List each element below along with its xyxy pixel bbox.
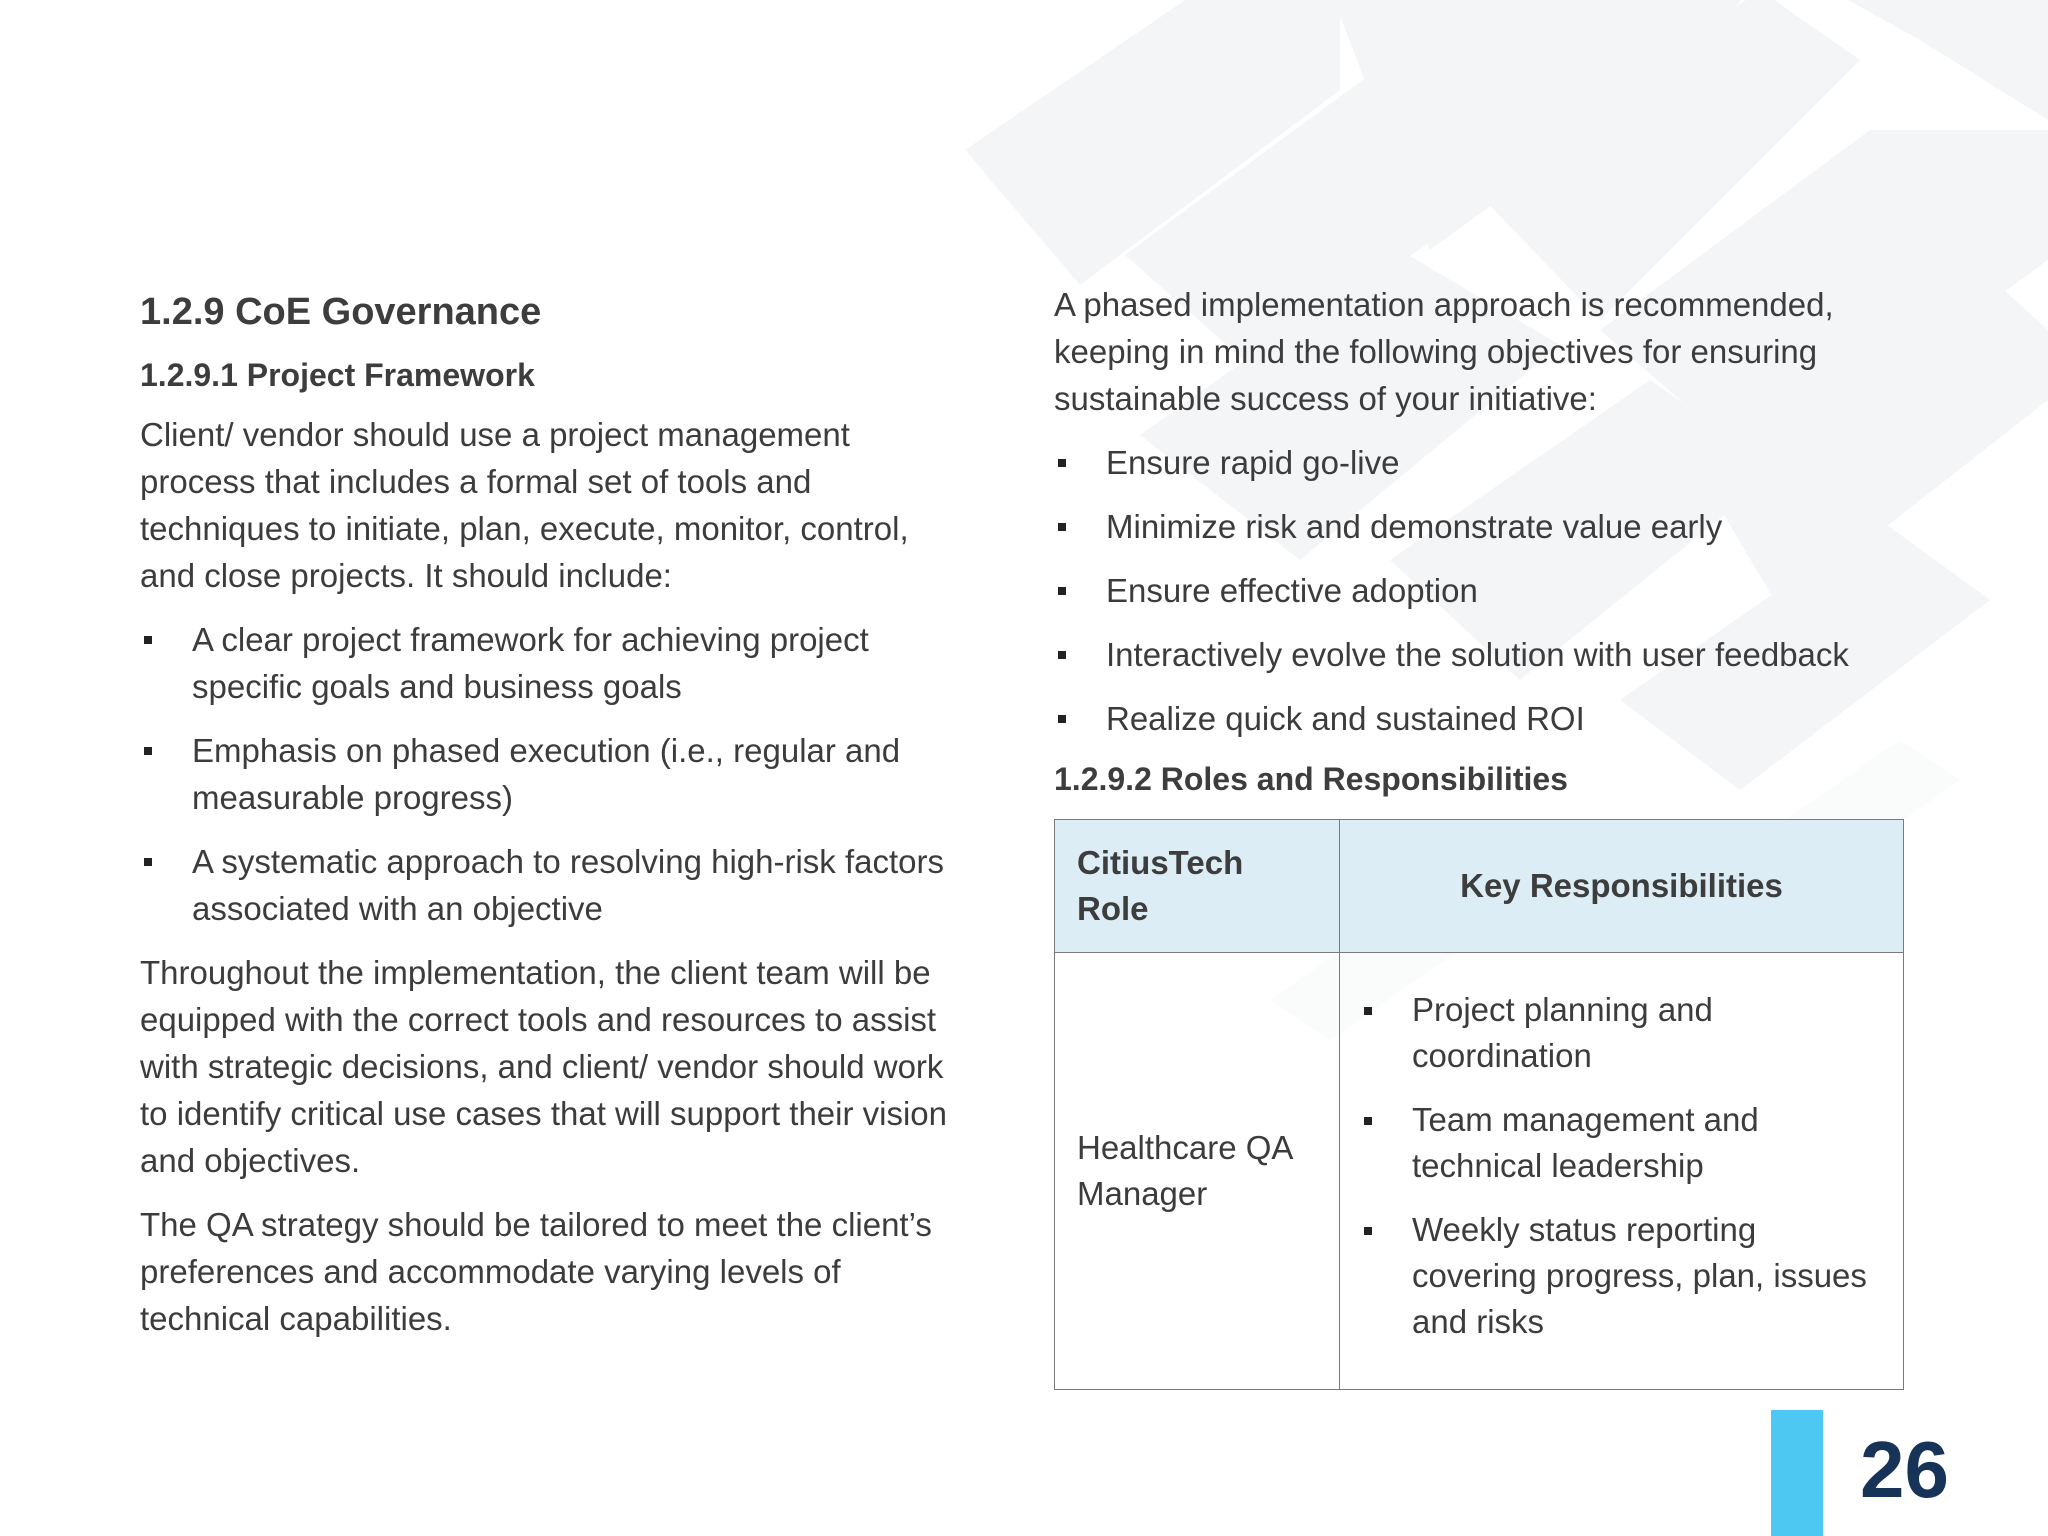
- square-bullet-icon: [1364, 1227, 1372, 1235]
- subsection-title-project-framework: 1.2.9.1 Project Framework: [140, 357, 535, 394]
- square-bullet-icon: [1058, 587, 1066, 595]
- list-item: [1054, 695, 1910, 742]
- list-item: [1054, 439, 1910, 486]
- subsection-title-roles: 1.2.9.2 Roles and Responsibilities: [1054, 761, 1568, 797]
- table-cell-role: Healthcare QA Manager: [1055, 952, 1340, 1389]
- implementation-paragraph: Throughout the implementation, the client team will be equipped with the correct tools and resources to assist with strategic decisions, and client/ vendor should work to identify critical use cases that will support their vision and objectives.: [140, 953, 948, 1179]
- list-item-text: Minimize risk and demonstrate value early: [1106, 508, 1723, 545]
- section-title: 1.2.9 CoE Governance: [140, 291, 542, 333]
- list-item-text: Realize quick and sustained ROI: [1106, 700, 1585, 737]
- list-item-text: Emphasis on phased execution (i.e., regular and measurable progress): [192, 731, 901, 816]
- phased-approach-paragraph: A phased implementation approach is recommended, keeping in mind the following objectives for ensuring sustainable success of your initiative:: [1054, 286, 1834, 417]
- square-bullet-icon: [144, 747, 152, 755]
- intro-paragraph: Client/ vendor should use a project management process that includes a formal set of tools and techniques to initiate, plan, execute, monitor, control, and close projects. It should include:: [140, 415, 909, 594]
- framework-bullet-list: [140, 616, 970, 932]
- right-column: [1054, 288, 1910, 1390]
- list-item-text: Team management and technical leadership: [1412, 1100, 1759, 1184]
- square-bullet-icon: [144, 636, 152, 644]
- list-item-text: A clear project framework for achieving project specific goals and business goals: [192, 620, 869, 705]
- table-header-row: [1055, 819, 1904, 952]
- square-bullet-icon: [1058, 651, 1066, 659]
- square-bullet-icon: [144, 858, 152, 866]
- square-bullet-icon: [1364, 1117, 1372, 1125]
- list-item: [1054, 567, 1910, 614]
- list-item: [1360, 1097, 1883, 1189]
- list-item: [140, 616, 970, 710]
- list-item-text: Project planning and coordination: [1412, 990, 1713, 1074]
- list-item: [1360, 1207, 1883, 1345]
- list-item-text: Interactively evolve the solution with user feedback: [1106, 636, 1849, 673]
- table-cell-responsibilities: [1340, 952, 1904, 1389]
- list-item: [1360, 987, 1883, 1079]
- list-item-text: Weekly status reporting covering progress, plan, issues and risks: [1412, 1210, 1867, 1340]
- table-row: [1055, 952, 1904, 1389]
- qa-strategy-paragraph: The QA strategy should be tailored to meet the client’s preferences and accommodate varying levels of technical capabilities.: [140, 1205, 932, 1337]
- square-bullet-icon: [1058, 715, 1066, 723]
- square-bullet-icon: [1364, 1007, 1372, 1015]
- square-bullet-icon: [1058, 459, 1066, 467]
- list-item: [140, 727, 970, 821]
- responsibility-list: [1360, 987, 1883, 1345]
- page-accent-bar: [1771, 1410, 1823, 1536]
- list-item-text: Ensure rapid go-live: [1106, 444, 1400, 481]
- left-column: [140, 288, 970, 1359]
- list-item: [1054, 503, 1910, 550]
- table-header-responsibilities: Key Responsibilities: [1340, 819, 1904, 952]
- list-item-text: Ensure effective adoption: [1106, 572, 1478, 609]
- square-bullet-icon: [1058, 523, 1066, 531]
- objectives-bullet-list: [1054, 439, 1910, 742]
- page-number: 26: [1860, 1425, 1949, 1514]
- roles-table: [1054, 819, 1904, 1390]
- list-item: [1054, 631, 1910, 678]
- table-header-role: CitiusTech Role: [1055, 819, 1340, 952]
- list-item-text: A systematic approach to resolving high-risk factors associated with an objective: [192, 842, 944, 927]
- list-item: [140, 838, 970, 932]
